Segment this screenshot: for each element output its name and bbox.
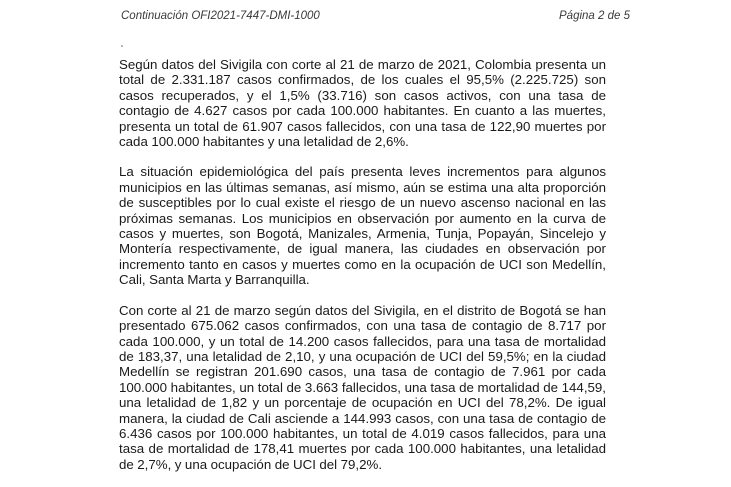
paragraph-epidemiological-situation: La situación epidemiológica del país presenta leves incrementos para algunos municipios en las últimas semanas, así mismo, aún se estima una alta proporción de susceptibles por lo cual existe el riesgo de un nuevo ascenso nacional en las próximas semanas. Los municipios en observación por aumento en la curva de casos y muertes, son Bogotá, Manizales, Armenia, Tunja, Popayán, Sincelejo y Montería respectivamente, de igual manera, las ciudades en observación por incremento tanto en casos y muertes como en la ocupación de UCI son Medellín, Cali, Santa Marta y Barranquilla. [119, 164, 606, 288]
scan-speck [121, 45, 123, 47]
document-body [119, 57, 606, 487]
paragraph-national-summary: Según datos del Sivigila con corte al 21 de marzo de 2021, Colombia presenta un total de 2.331.187 casos confirmados, de los cuales el 95,5% (2.225.725) son casos recuperados, y el 1,5% (33.716) son casos activos, con una tasa de contagio de 4.627 casos por cada 100.000 habitantes. En cuanto a las muertes, presenta un total de 61.907 casos fallecidos, con una tasa de 122,90 muertes por cada 100.000 habitantes y una letalidad de 2,6%. [119, 57, 606, 150]
document-reference: Continuación OFI2021-7447-DMI-1000 [121, 10, 320, 22]
page-header [121, 10, 630, 26]
paragraph-city-statistics: Con corte al 21 de marzo según datos del Sivigila, en el distrito de Bogotá se han presentado 675.062 casos confirmados, con una tasa de contagio de 8.717 por cada 100.000, y un total de 14.200 casos fallecidos, para una tasa de mortalidad de 183,37, una letalidad de 2,10, y una ocupación de UCI del 59,5%; en la ciudad Medellín se registran 201.690 casos, una tasa de contagio de 7.961 por cada 100.000 habitantes, un total de 3.663 fallecidos, una tasa de mortalidad de 144,59, una letalidad de 1,82 y un porcentaje de ocupación en UCI del 78,2%. De igual manera, la ciudad de Cali asciende a 144.993 casos, con una tasa de contagio de 6.436 casos por 100.000 habitantes, un total de 4.019 casos fallecidos, para una tasa de mortalidad de 178,41 muertes por cada 100.000 habitantes, una letalidad de 2,7%, y una ocupación de UCI del 79,2%. [119, 302, 606, 472]
page-number: Página 2 de 5 [559, 10, 630, 22]
